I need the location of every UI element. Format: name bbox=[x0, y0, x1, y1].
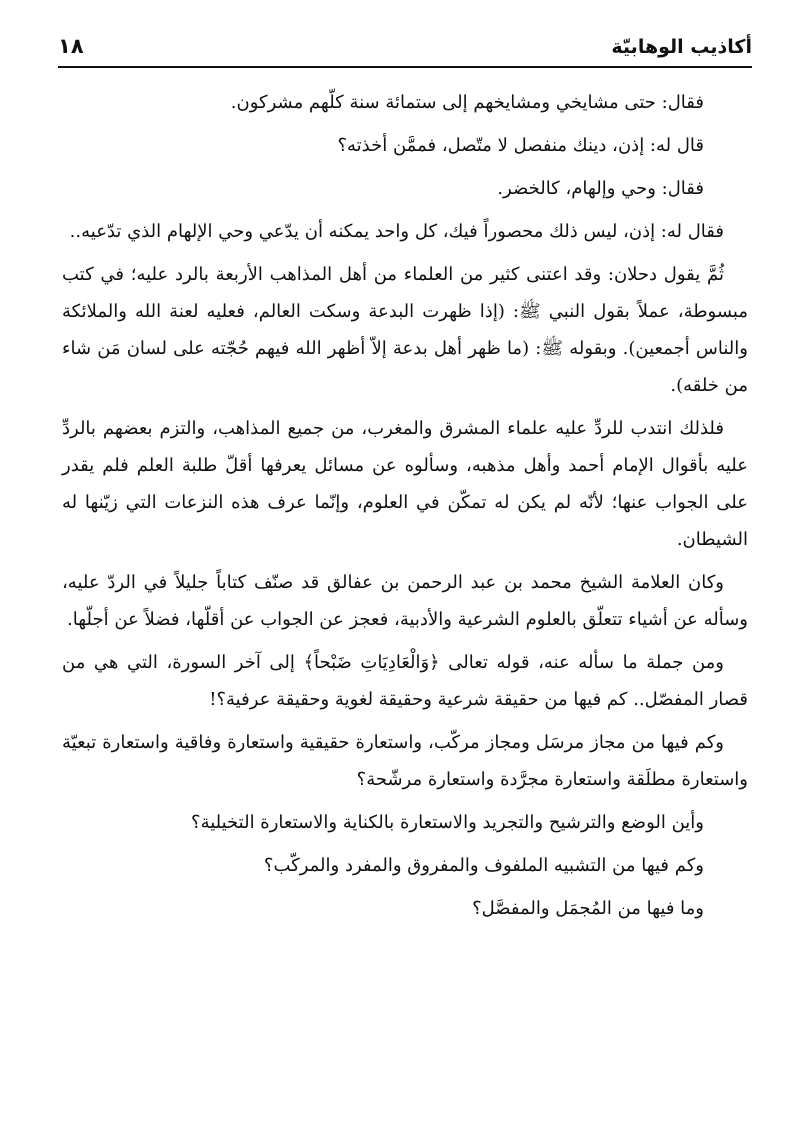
paragraph: وما فيها من المُجمَل والمفصَّل؟ bbox=[472, 898, 704, 919]
running-title: أكاذيب الوهابيّة bbox=[611, 36, 752, 58]
paragraph: ومن جملة ما سأله عنه، قوله تعالى ﴿وَالْعَادِيَاتِ ضَبْحاً﴾ إلى آخر السورة، التي هي من قصار المفصّل.. كم فيها من حقيقة شرعية وحقيقة لغوية وحقيقة عرفية؟! bbox=[62, 652, 748, 710]
paragraph: فقال: حتى مشايخي ومشايخهم إلى ستمائة سنة كلّهم مشركون. bbox=[230, 92, 704, 113]
paragraph: وكان العلامة الشيخ محمد بن عبد الرحمن بن عفالق قد صنّف كتاباً جليلاً في الردّ عليه، وسأله عن أشياء تتعلّق بالعلوم الشرعية والأدبية، فعجز عن الجواب عن أقلّها، فضلاً عن أجلّها. bbox=[62, 572, 748, 630]
paragraph: وكم فيها من التشبيه الملفوف والمفروق والمفرد والمركّب؟ bbox=[263, 855, 704, 876]
paragraph: وأين الوضع والترشيح والتجريد والاستعارة بالكناية والاستعارة التخيلية؟ bbox=[191, 812, 704, 833]
paragraph: قال له: إذن، دينك منفصل لا متّصل، فممَّن أخذته؟ bbox=[337, 135, 704, 156]
running-header bbox=[58, 30, 752, 68]
paragraph: وكم فيها من مجاز مرسَل ومجاز مركّب، واستعارة حقيقية واستعارة وفاقية واستعارة تبعيّة واستعارة مطلَقة واستعارة مجرَّدة واستعارة مرشّحة؟ bbox=[62, 732, 748, 790]
paragraph: فقال: وحي وإلهام، كالخضر. bbox=[497, 178, 704, 199]
paragraph: ثُمَّ يقول دحلان: وقد اعتنى كثير من العلماء من أهل المذاهب الأربعة بالرد عليه؛ في كتب مبسوطة، عملاً بقول النبي ﷺ: (إذا ظهرت البدعة وسكت العالم، فعليه لعنة الله والملائكة والناس أجمعين). وبقوله ﷺ: (ما ظهر أهل بدعة إلاّ أظهر الله فيهم حُجّته على لسان مَن شاء من خلقه). bbox=[62, 264, 748, 396]
paragraph: فلذلك انتدب للردِّ عليه علماء المشرق والمغرب، من جميع المذاهب، والتزم بعضهم بالردِّ عليه بأقوال الإمام أحمد وأهل مذهبه، وسألوه عن مسائل يعرفها أقلّ طلبة العلم فلم يقدر على الجواب عنها؛ لأنّه لم يكن له تمكّن في العلوم، وإنّما عرف هذه النزعات التي زيّنها له الشيطان. bbox=[62, 418, 748, 550]
paragraph: فقال له: إذن، ليس ذلك محصوراً فيك، كل واحد يمكنه أن يدّعي وحي الإلهام الذي تدّعيه.. bbox=[69, 221, 724, 242]
page-number: ١٨ bbox=[58, 34, 84, 58]
body-text bbox=[62, 84, 748, 933]
